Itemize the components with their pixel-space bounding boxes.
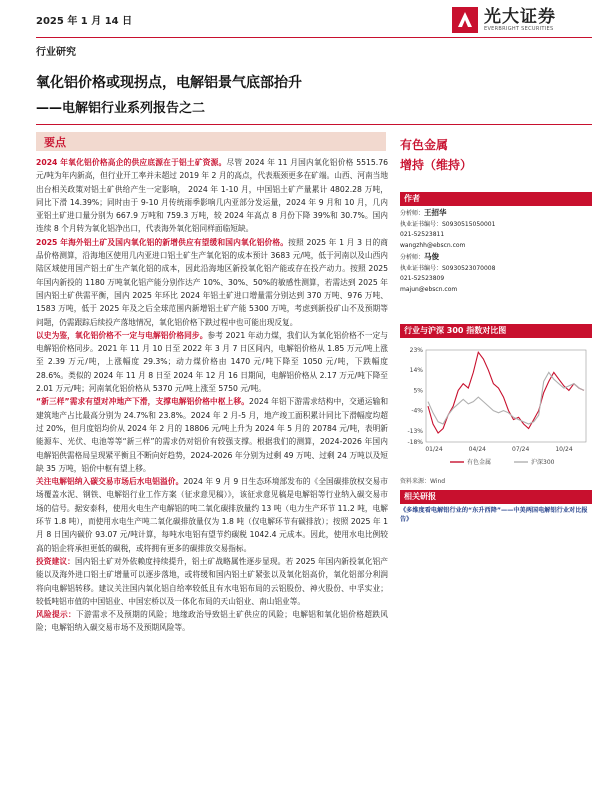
y-tick-label: -18% — [407, 439, 423, 446]
paragraph-text: 尽管 2024 年 11 月国内氧化铝价格 5515.76 元/吨为年内新高，但行业开工率并未超过 2019 年 2 月的高点，代表瓶颈更多在矿端。山西、河南当地出台相关政策对铝土矿供给产生一定影响， 2024 年 1-10 月，中国铝土矿产量累计 4802.28 万吨，同比下滑 14.39%；同时由于 9-10 月传统雨季影响几内亚部分发运量，2024 年 9 月和 10 月，几内亚铝土矿进口量分别为 667.9 万吨和 759.3 万吨，较 2024 年高点 8 月份下降 39%和 30.7%。国内连续 8 个月转为氧化铝净出口，代表海外氧化铝同样面临短缺。 — [36, 158, 389, 234]
report-date: 2025 年 1 月 14 日 — [36, 16, 133, 27]
paragraph — [36, 395, 388, 475]
rating: 增持（维持） — [400, 158, 473, 172]
paragraph-text: 参考 2021 年动力煤，我们认为氧化铝价格不一定与电解铝价格同步。2021 年 11 月 10 日至 2022 年 3 月 7 日区间内，电解铝价格从 1.85 万元/吨上涨至 2.39 万元/吨，上涨幅度 29.3%；动力煤价格由 1470 元/吨下降至 1050 元/吨，下跌幅度 28.6%。类似的 2024 年 11 月 8 日至 2024 年 12 月 16 日期间，电解铝价格从 2.17 万元/吨下降至 2.01 万元/吨；河南氧化铝价格从 5370 元/吨上涨至 5750 元/吨。 — [36, 330, 388, 394]
related-report-link[interactable]: 《多维度看电解铝行业的“东升西降”——中美两国电解铝行业对比报告》 — [400, 507, 588, 523]
paragraph — [36, 608, 388, 635]
paragraph-heading: 2024 年氧化铝价格高企的供应底源在于铝土矿资源。 — [36, 158, 227, 167]
company-logo — [452, 3, 592, 37]
chart-source: 资料来源：Wind — [400, 478, 446, 485]
x-tick-label: 10/24 — [555, 446, 573, 453]
analyst-block — [400, 208, 592, 251]
x-tick-label: 07/24 — [512, 446, 530, 453]
y-tick-label: 23% — [409, 347, 423, 354]
analyst-phone: 021-52523811 — [400, 231, 445, 238]
related-label: 相关研报 — [404, 492, 436, 501]
analyst-cert: 执业证书编号：S0930515050001 — [400, 220, 496, 228]
report-title: 氧化铝价格或现拐点，电解铝景气底部抬升 — [36, 75, 302, 91]
plot-frame — [426, 350, 586, 442]
paragraph-heading: 关注电解铝纳入碳交易市场后水电铝溢价。 — [36, 477, 184, 487]
paragraph-heading: 投资建议： — [36, 556, 75, 566]
analyst-phone: 021-52523809 — [400, 275, 445, 282]
related-header — [400, 490, 592, 504]
report-category: 行业研究 — [36, 47, 76, 58]
paragraph — [36, 555, 388, 608]
x-tick-label: 01/24 — [425, 446, 443, 453]
analyst-name: 马俊 — [424, 252, 440, 261]
paragraph-heading: 风险提示： — [36, 610, 77, 620]
authors-label: 作者 — [404, 194, 420, 203]
logo-name: 光大证券 — [484, 7, 556, 27]
paragraph-text: 2024 年 9 月 9 日生态环境部发布的《全国碳排放权交易市场覆盖水泥、钢铁、电解铝行业工作方案（征求意见稿）》，该征求意见稿是电解铝等行业纳入碳交易市场的信号。据安泰科，使用火电生产电解铝的吨二氧化碳排放量约 13 吨（电力生产环节 11.2 吨，电解环节 1.8 吨），而使用水电生产吨二氧化碳排放量仅为 1.8 吨（仅电解环节有碳排放）；按照 2025 年 1 月 8 日国内碳价 93.07 元/吨计算，每吨水电铝有望节约碳税 1042.4 元成本。因此，使用水电比例较高的铝企将承担更低的碳税，或将拥有更多的碳排放交易指标。 — [36, 477, 388, 553]
analyst-cert: 执业证书编号：S0930523070008 — [400, 264, 496, 272]
paragraph-text: 按照 2025 年 1 月 3 日的商品价格测算，沿海地区使用几内亚进口铝土矿生产氧化铝的成本预计 3683 元/吨，低于河南以及山西内陆区域使用国产铝土矿生产氧化铝的成本，因此沿海地区新投氧化铝产能或存在投产动力。按照 2025 年国内新投的 1180 万吨氧化铝产能分别作达产 10%、30%、50%的敏感性测算，若需达到 2025 年国内铝土矿供需平衡，国内 2025 年环比 2024 年铝土矿进口增量需分别达到 370 万吨、976 万吨、1583 万吨，低于 2025 年及之后全球范围内新增铝土矿产能 5300 万吨，考虑到新投矿山不及预期等问题，仍需跟踪后续投产落地情况，氧化铝价格下跌过程中也可能出现反复。 — [36, 237, 388, 327]
paragraph — [36, 236, 388, 329]
x-tick-label: 04/24 — [468, 446, 486, 453]
legend-label: 沪深300 — [531, 459, 555, 466]
paragraph — [36, 156, 388, 236]
logo-icon — [452, 7, 478, 33]
series-line-nonferrous — [428, 352, 584, 433]
authors-header — [400, 192, 592, 206]
report-subtitle: ——电解铝行业系列报告之二 — [36, 101, 206, 116]
series-line-csi300 — [428, 372, 584, 424]
analyst-role: 分析师： — [400, 254, 425, 261]
paragraph — [36, 475, 388, 555]
paragraph-text: 国内铝土矿对外依赖度持续提升，铝土矿战略属性逐步显现。若 2025 年国内新投氧化铝产能以及海外进口铝土矿增量可以逐步落地，或将缓和国内铝土矿紧张以及氧化铝高价，氧化铝部分利润将向电解铝转移。建议关注国内氧化铝自给率较低且有水电铝布局的云铝股份、神火股份、中孚实业；较低吨铝市值的中国铝业、中国宏桥以及一体化布局的天山铝业、南山铝业等。 — [36, 556, 388, 606]
report-body — [36, 156, 388, 635]
paragraph — [36, 329, 388, 395]
analyst-email[interactable]: majun@ebscn.com — [400, 285, 458, 293]
paragraph-text: 2024 年铝下游需求结构中，交通运输和建筑地产占比最高分别为 24.7%和 23.8%。2024 年 2 月-5 月，地产竣工面积累计同比下滑幅度均超过 20%，但月度铝均价从 2024 年 2 月的 18806 元/吨上升为 2024 年 5 月的 20784 元/吨，表明新能源车、光伏、电池等等“新三样”的需求仍对铝价有较强支撑。根据我们的测算，2024-2026 年国内电解铝供需格局呈现紧平衡且不断向好趋势，2024-2026 年分别为过剩 49 万吨、过剩 24 万吨以及短缺 35 万吨，铝价中枢有望上移。 — [36, 397, 389, 473]
y-tick-label: -13% — [407, 427, 423, 435]
chart-header-label: 行业与沪深 300 指数对比图 — [404, 326, 507, 335]
paragraph-heading: “新三样”需求有望对冲地产下滑，支撑电解铝价格中枢上移。 — [36, 397, 250, 407]
key-points-bar — [36, 132, 386, 151]
chart-header — [400, 324, 592, 338]
paragraph-heading: 以史为鉴，氧化铝价格不一定与电解铝价格同步。 — [36, 330, 208, 340]
analyst-block — [400, 252, 592, 295]
legend-label: 有色金属 — [467, 459, 492, 466]
paragraph-heading: 2025 年海外铝土矿及国内氧化铝的新增供应有望缓和国内氧化铝价格。 — [36, 237, 289, 247]
analyst-name: 王招华 — [424, 208, 447, 217]
sector-name: 有色金属 — [400, 138, 449, 152]
title-rule — [36, 124, 592, 125]
key-points-label: 要点 — [44, 136, 66, 149]
y-tick-label: -4% — [411, 407, 423, 415]
industry-vs-csi300-chart — [400, 342, 592, 474]
logo-english: EVERBRIGHT SECURITIES — [484, 26, 554, 32]
paragraph-text: 下游需求不及预期的风险；地缘政治导致铝土矿供应的风险；电解铝和氧化铝价格超跌风险；电解铝纳入碳交易市场不及预期风险等。 — [36, 610, 388, 633]
y-tick-label: 14% — [409, 367, 423, 375]
header-rule — [36, 37, 592, 38]
analyst-role: 分析师： — [400, 210, 425, 217]
analyst-email[interactable]: wangzhh@ebscn.com — [400, 241, 466, 249]
y-tick-label: 5% — [413, 387, 423, 395]
